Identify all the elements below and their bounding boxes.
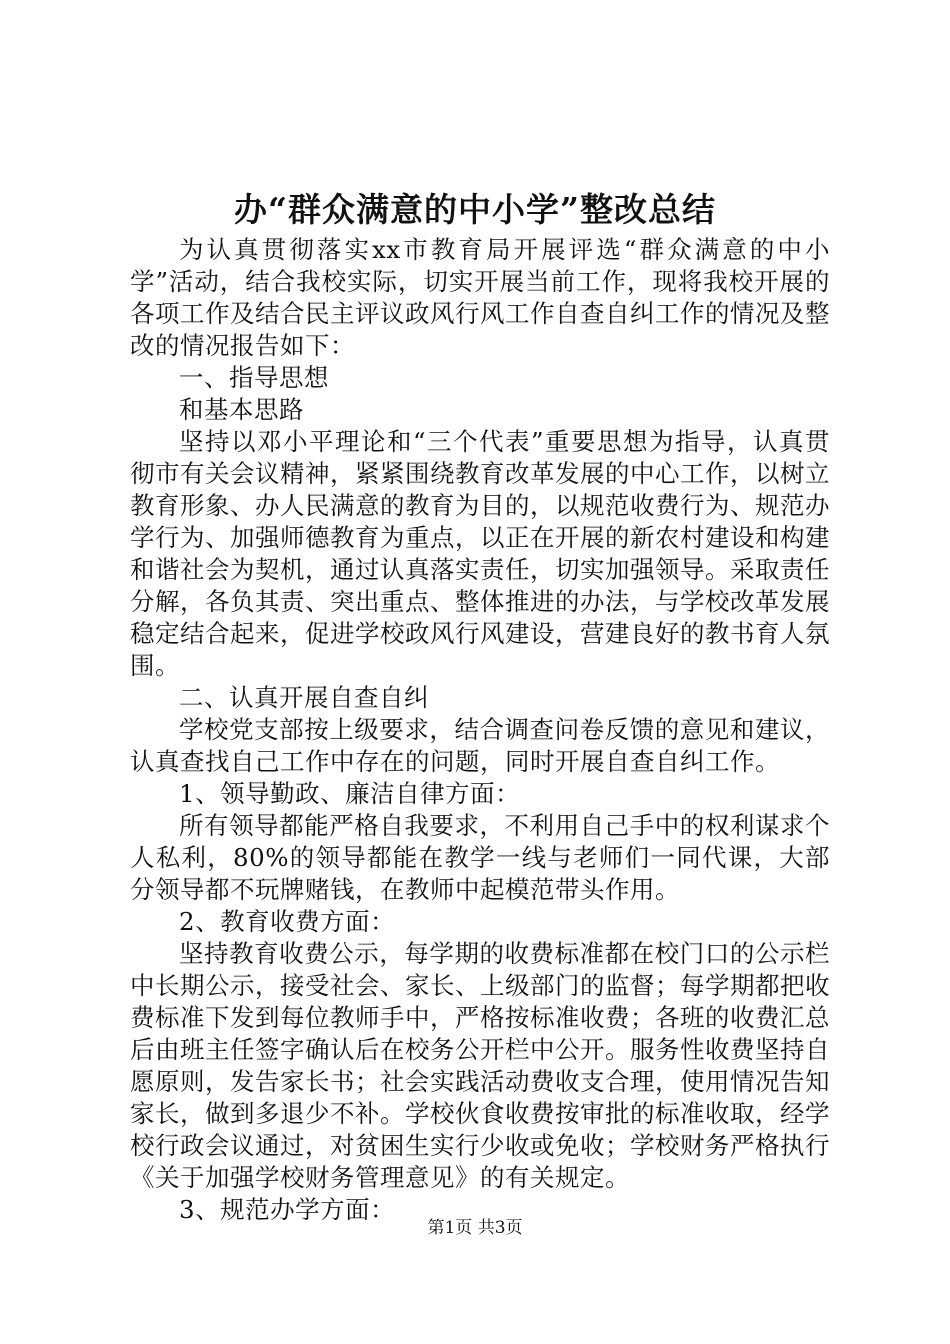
- section-heading: 一、指导思想: [179, 363, 329, 392]
- document-body: [130, 234, 830, 1226]
- section-heading: 3、规范办学方面：: [179, 1195, 396, 1224]
- page-footer: 第1页 共3页: [427, 1218, 523, 1238]
- body-paragraph: 坚持教育收费公示，每学期的收费标准都在校门口的公示栏中长期公示，接受社会、家长、上级部门的监督；每学期都把收费标准下发到每位教师手中，严格按标准收费；各班的收费汇总后由班主任签字确认后在校务公开栏中公开。服务性收费坚持自愿原则，发告家长书；社会实践活动费收支合理，使用情况告知家长，做到多退少不补。学校伙食收费按审批的标准收取，经学校行政会议通过，对贫困生实行少收或免收；学校财务严格执行《关于加强学校财务管理意见》的有关规定。: [130, 939, 830, 1192]
- body-paragraph: 坚持以邓小平理论和“三个代表”重要思想为指导，认真贯彻市有关会议精神，紧紧围绕教育改革发展的中心工作，以树立教育形象、办人民满意的教育为目的，以规范收费行为、规范办学行为、加强师德教育为重点，以正在开展的新农村建设和构建和谐社会为契机，通过认真落实责任，切实加强领导。采取责任分解，各负其责、突出重点、整体推进的办法，与学校改革发展稳定结合起来，促进学校政风行风建设，营建良好的教书育人氛围。: [130, 427, 830, 680]
- document-title: 办“群众满意的中小学”整改总结: [234, 190, 716, 229]
- section-heading: 二、认真开展自查自纠: [179, 683, 429, 712]
- body-paragraph: 学校党支部按上级要求，结合调查问卷反馈的意见和建议，认真查找自己工作中存在的问题，同时开展自查自纠工作。: [130, 715, 830, 776]
- section-heading: 1、领导勤政、廉洁自律方面：: [179, 779, 521, 808]
- section-heading: 和基本思路: [179, 395, 304, 424]
- section-heading: 2、教育收费方面：: [179, 907, 396, 936]
- body-paragraph: 所有领导都能严格自我要求，不利用自己手中的权利谋求个人私利，80%的领导都能在教学一线与老师们一同代课，大部分领导都不玩牌赌钱，在教师中起模范带头作用。: [130, 811, 830, 904]
- body-paragraph: 为认真贯彻落实xx市教育局开展评选“群众满意的中小学”活动，结合我校实际，切实开展当前工作，现将我校开展的各项工作及结合民主评议政风行风工作自查自纠工作的情况及整改的情况报告如下：: [130, 235, 830, 360]
